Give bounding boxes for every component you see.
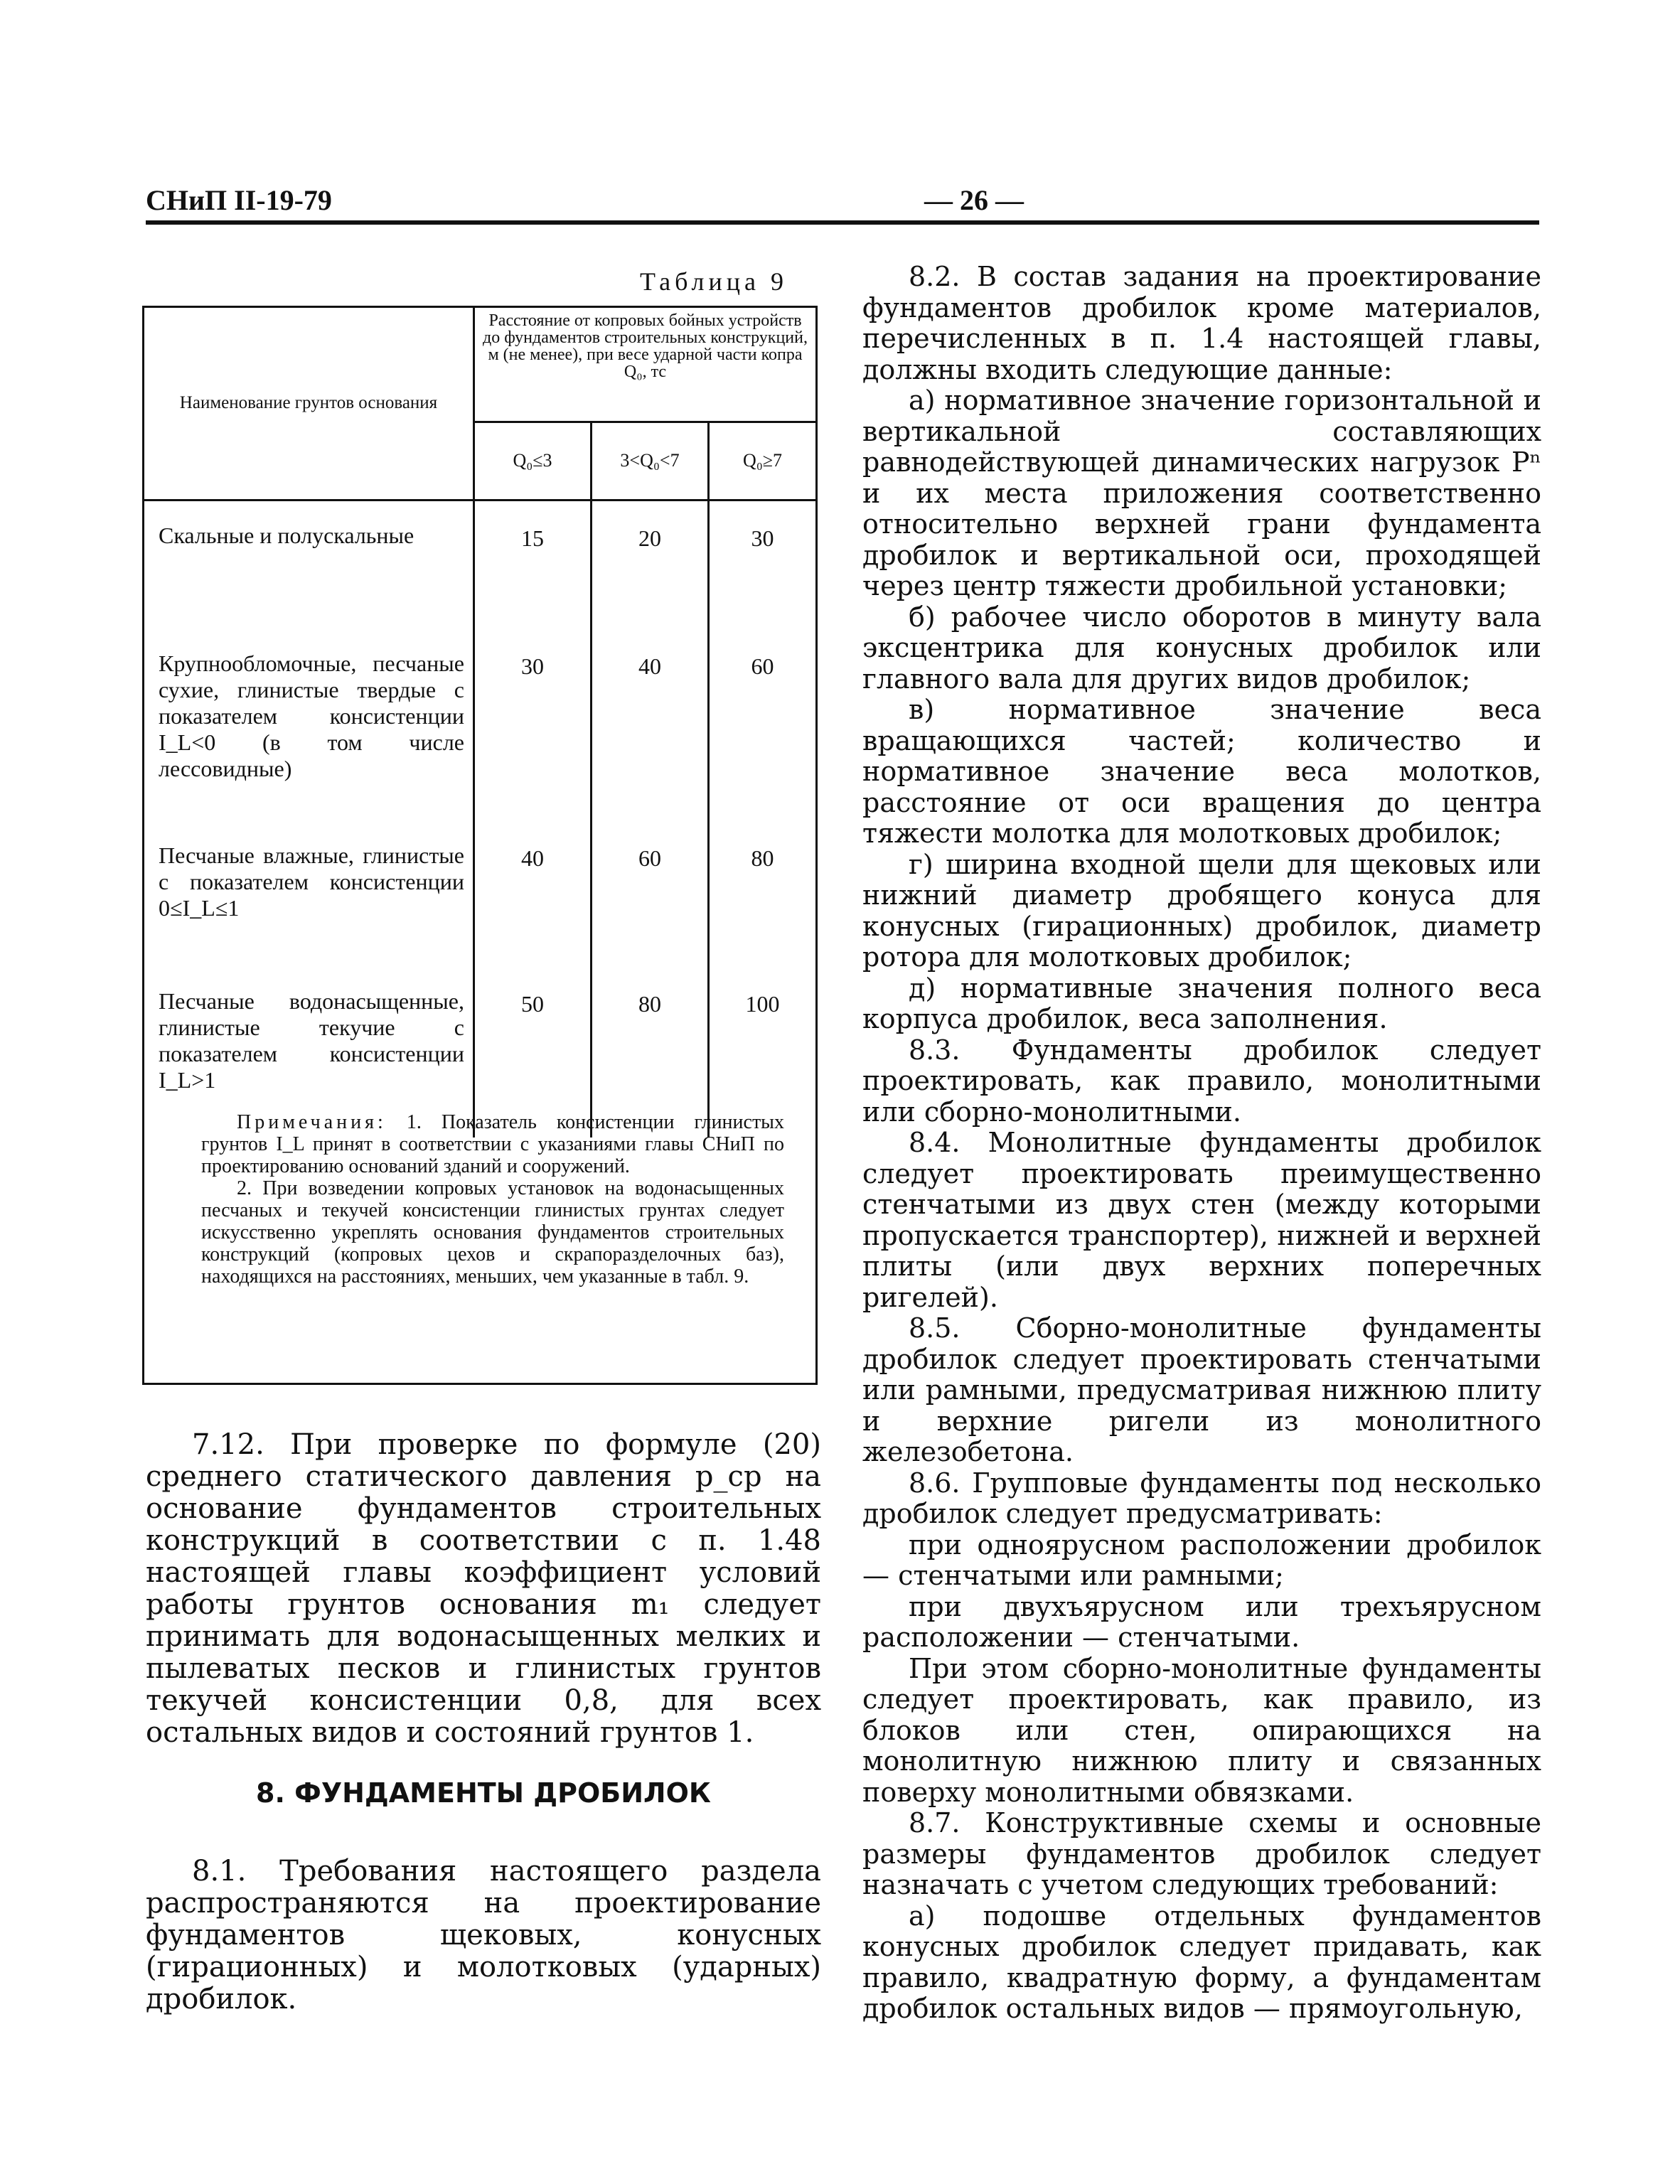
paragraph-8-2-d: д) нормативные значения полного веса корпуса дробилок, веса заполнения. [862,972,1541,1034]
paragraph-8-4: 8.4. Монолитные фундаменты дробилок следует проектировать преимущественно стенчатыми из двух стен (между которыми пропускается транспортер), нижней и верхней плиты (или двух верхних поперечных ригелей). [862,1127,1541,1313]
cell-value: 30 [521,653,544,679]
paragraph-8-6-c: При этом сборно-монолитные фундаменты следует проектировать, как правило, из блоков или стен, опирающихся на монолитную нижнюю плиту и связанных поверху монолитными обвязками. [862,1652,1541,1808]
soil-distance-table [144,308,815,1138]
paragraph-8-6-b: при двухъярусном или трехъярусном расположении — стенчатыми. [862,1590,1541,1653]
paragraph-8-2-b: б) рабочее число оборотов в минуту вала эксцентрика для конусных дробилок или главного вала для других видов дробилок; [862,601,1541,695]
note-1: 1. Показатель консистенции глинистых грунтов I_L принят в соответствии с указаниями главы СНиП по проектированию оснований зданий и сооружений. [201,1111,784,1177]
cell-value: 60 [592,821,709,967]
col-header-soil-name: Наименование грунтов основания [144,308,474,500]
header-rule [146,220,1539,225]
subheader-q-3-7: 3<Q₀<7 [592,422,709,500]
paragraph-8-6: 8.6. Групповые фундаменты под несколько дробилок следует предусматривать: [862,1467,1541,1529]
paragraph-8-7: 8.7. Конструктивные схемы и основные размеры фундаментов дробилок следует назначать с учетом следующих требований: [862,1807,1541,1900]
cell-value: 20 [592,500,709,629]
row-name: Скальные и полускальные [144,500,474,629]
cell-value: 15 [521,525,544,551]
col-header-distance: Расстояние от копровых бойных устройств до фундаментов строительных конструкций, м (не менее), при весе ударной части копра Q₀, тс [474,308,816,422]
table-row [144,500,815,629]
paragraph-8-3: 8.3. Фундаменты дробилок следует проектировать, как правило, монолитными или сборно-монолитными. [862,1034,1541,1128]
row-name: Крупнообломочные, песчаные сухие, глинистые твердые с показателем консистенции I_L<0 (в том числе лессовидные) [144,629,474,821]
page-number: — 26 — [924,184,1024,216]
notes-label: Примечания: [237,1111,387,1133]
subheader-q-le-3: Q₀≤3 [474,422,592,500]
paragraph-8-2-g: г) ширина входной щели для щековых или нижний диаметр дробящего конуса для конусных (гирационных) дробилок, диаметр ротора для молотковых дробилок; [862,848,1541,973]
cell-value: 30 [751,525,774,551]
paragraph-8-1-block [146,1856,821,2016]
section-title: 8. ФУНДАМЕНТЫ ДРОБИЛОК [256,1777,711,1809]
cell-value: 50 [521,990,544,1017]
paragraph-8-5: 8.5. Сборно-монолитные фундаменты дробилок следует проектировать стенчатыми или рамными, предусматривая нижнюю плиту и верхние ригели из монолитного железобетона. [862,1312,1541,1467]
paragraph-8-2-a: а) нормативное значение горизонтальной и вертикальной составляющих равнодействующей динамических нагрузок Pⁿ и их места приложения соответственно относительно верхней грани фундамента дробилок и вертикальной оси, проходящей через центр тяжести дробильной установки; [862,385,1541,601]
row-name: Песчаные влажные, глинистые с показателем консистенции 0≤I_L≤1 [144,821,474,967]
cell-value: 40 [592,629,709,821]
table-notes [201,1111,784,1288]
table-caption: Таблица 9 [640,267,788,296]
cell-value: 40 [521,845,544,871]
subheader-q-ge-7: Q₀≥7 [709,422,816,500]
page-header [146,183,1539,219]
cell-value: 80 [592,967,709,1138]
document-code: СНиП II-19-79 [146,184,332,216]
table-row [144,629,815,821]
cell-value: 100 [745,990,780,1017]
paragraph-8-7-a: а) подошве отдельных фундаментов конусных дробилок следует придавать, как правило, квадратную форму, а фундаментам дробилок остальных видов — прямоугольную, [862,1900,1541,2024]
right-column [862,262,1541,2025]
table-row [144,821,815,967]
paragraph-7-12-block [146,1429,821,1749]
paragraph-7-12: 7.12. При проверке по формуле (20) среднего статического давления p_ср на основание фундаментов строительных конструкций в соответствии с п. 1.48 настоящей главы коэффициент условий работы грунтов основания m₁ следует принимать для водонасыщенных мелких и пылеватых песков и глинистых грунтов текучей консистенции 0,8, для всех остальных видов и состояний грунтов 1. [146,1428,821,1749]
paragraph-8-1: 8.1. Требования настоящего раздела распространяются на проектирование фундаментов щековых, конусных (гирационных) и молотковых (ударных) дробилок. [146,1855,821,2016]
paragraph-8-2-v: в) нормативное значение веса вращающихся частей; количество и нормативное значение веса молотков, расстояние от оси вращения до центра тяжести молотка для молотковых дробилок; [862,694,1541,849]
table-9 [142,306,818,1385]
cell-value: 60 [751,653,774,679]
row-name: Песчаные водонасыщенные, глинистые текучие с показателем консистенции I_L>1 [144,967,474,1138]
note-2: 2. При возведении копровых установок на водонасыщенных песчаных и текучей консистенции глинистых грунтах следует искусственно укреплять основания фундаментов строительных конструкций (копровых цехов и скрапоразделочных баз), находящихся на расстояниях, меньших, чем указанные в табл. 9. [201,1177,784,1288]
paragraph-8-2: 8.2. В состав задания на проектирование фундаментов дробилок кроме материалов, перечисленных в п. 1.4 настоящей главы, должны входить следующие данные: [862,261,1541,385]
cell-value: 80 [751,845,774,871]
paragraph-8-6-a: при одноярусном расположении дробилок — стенчатыми или рамными; [862,1529,1541,1591]
